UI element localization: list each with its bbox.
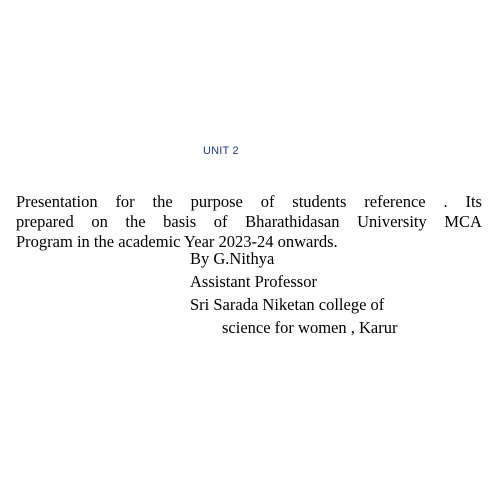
word: the (125, 212, 146, 231)
paragraph-line-2 (16, 212, 482, 232)
word: of (260, 192, 275, 211)
college-name-line-1: Sri Sarada Niketan college of (190, 295, 385, 314)
unit-title: UNIT 2 (203, 145, 239, 157)
word: MCA (444, 212, 482, 231)
author-designation: Assistant Professor (190, 272, 317, 291)
word: prepared (16, 212, 74, 231)
signature-block (190, 247, 397, 339)
word: purpose (190, 192, 243, 211)
author-name: By G.Nithya (190, 249, 275, 268)
paragraph-line-3: Program in the academic Year 2023-24 onwards. (16, 232, 338, 251)
word: the (152, 192, 173, 211)
word: for (115, 192, 135, 211)
word: . (443, 192, 448, 211)
word: of (213, 212, 228, 231)
description-paragraph (16, 192, 482, 252)
word: Its (465, 192, 482, 211)
word: students (292, 192, 347, 211)
word: on (91, 212, 108, 231)
word: Presentation (16, 192, 98, 211)
word: University (357, 212, 427, 231)
word: reference (364, 192, 426, 211)
word: Bharathidasan (245, 212, 340, 231)
word: basis (163, 212, 197, 231)
paragraph-line-1 (16, 192, 482, 212)
college-name-line-2: science for women , Karur (222, 318, 398, 337)
